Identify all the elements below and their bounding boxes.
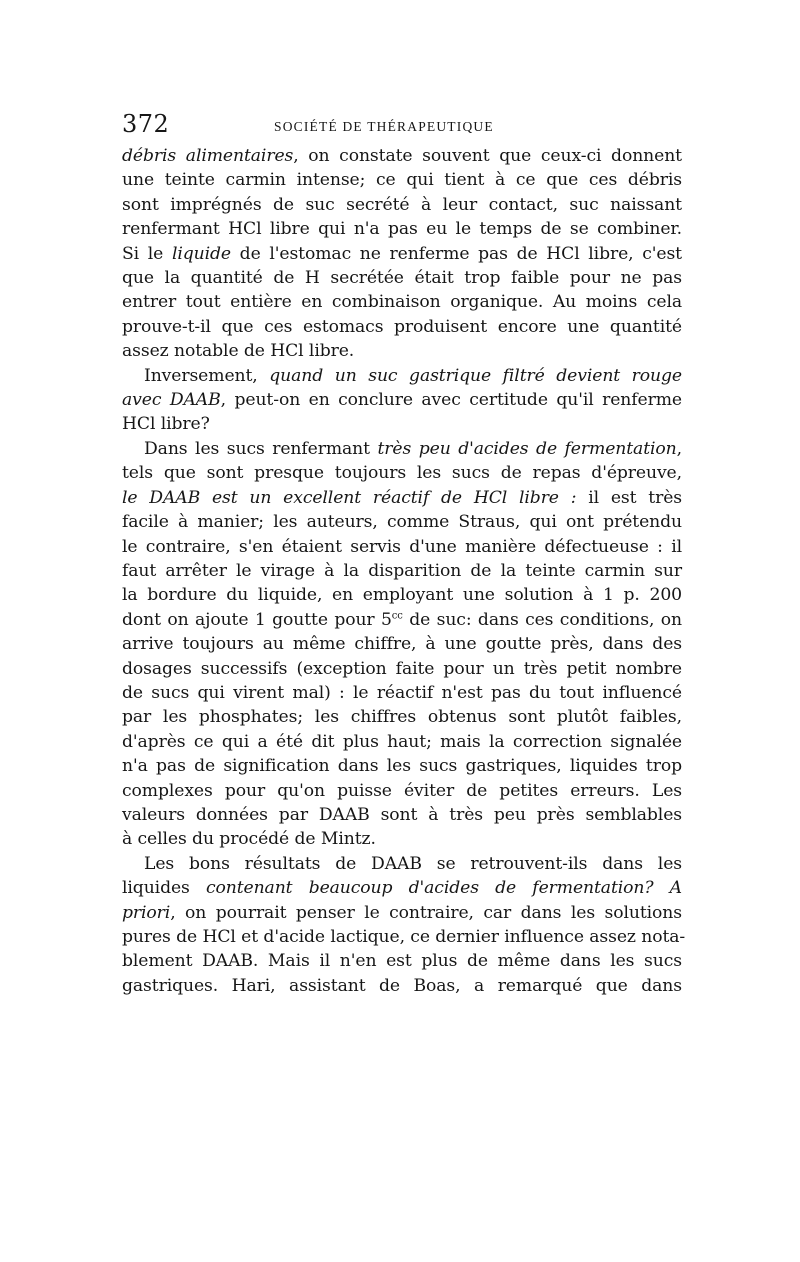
text-run: gastriques. Hari, assistant de Boas, a remarqué que dans [122,975,682,996]
text-run: renfermant HCl libre qui n'a pas eu le temps de se combiner. [122,219,682,240]
text-run: liquides [122,878,206,899]
text-line [122,193,682,217]
text-run: une teinte carmin intense; ce qui tient à ce que ces débris [122,170,682,191]
document-page [122,110,686,998]
text-run: valeurs données par DAAB sont à très peu près semblables [122,804,682,825]
text-line [122,315,682,339]
text-line [122,535,682,559]
text-run: par les phosphates; les chiffres obtenus sont plutôt faibles, [122,707,682,728]
italic-phrase: très peu d'acides de fermentation [377,438,677,459]
italic-phrase: liquide [171,243,231,264]
text-line [122,852,682,876]
text-line [122,730,682,754]
text-line [122,266,682,290]
text-line [122,901,682,925]
text-line [122,339,682,363]
text-run: prouve-t-il que ces estomacs produisent encore une quantité [122,316,682,337]
text-run: , on constate souvent que ceux-ci donnent [293,146,682,166]
text-line [122,486,682,510]
text-run: n'a pas de signification dans les sucs gastriques, liquides trop [122,756,682,777]
text-run: de sucs qui virent mal) : le réactif n'est pas du tout influencé [122,682,682,703]
text-line [122,242,682,266]
text-run: dosages successifs (exception faite pour un très petit nombre [122,658,682,679]
text-line [122,608,682,632]
text-line [122,754,682,778]
text-run: le contraire, s'en étaient servis d'une manière défectueuse : il [122,536,682,557]
text-line [122,388,682,412]
italic-phrase: le DAAB est un excellent réactif de HCl libre : [122,487,577,508]
text-line [122,510,682,534]
paragraph [122,144,682,364]
text-run: d'après ce qui a été dit plus haut; mais la correction signalée [122,731,682,752]
italic-phrase: avec DAAB [122,390,221,411]
text-line [122,217,682,241]
running-header [122,110,682,144]
italic-phrase: contenant beaucoup d'acides de fermentation? A [205,878,682,899]
text-run: à celles du procédé de Mintz. [122,829,376,850]
text-run: , [676,438,682,459]
text-run: HCl libre? [122,414,210,435]
italic-phrase: quand un suc gastrique filtré devient rouge [269,365,682,386]
text-line [122,559,682,583]
text-line [122,583,682,607]
text-run: Si le [122,243,172,264]
text-run: arrive toujours au même chiffre, à une goutte près, dans des [122,634,682,655]
text-line [122,290,682,314]
text-line [122,461,682,485]
text-line [122,974,682,998]
text-line [122,632,682,656]
text-line [122,412,682,436]
paragraph [122,852,686,998]
text-run: dont on ajoute 1 goutte pour 5 [122,609,392,630]
text-line [122,364,682,388]
text-run: sont imprégnés de suc secrété à leur contact, suc naissant [122,194,682,215]
body-text [122,144,686,998]
text-line [122,681,682,705]
text-line [122,705,682,729]
paragraph [122,364,682,437]
text-line [122,876,682,900]
italic-phrase: débris alimentaires [122,146,294,166]
text-line [122,779,682,803]
text-run: la bordure du liquide, en employant une solution à 1 p. 200 [122,585,682,606]
running-title: SOCIÉTÉ DE THÉRAPEUTIQUE [274,119,494,134]
text-line [122,144,682,168]
text-line [122,168,682,192]
text-run: tels que sont presque toujours les sucs de repas d'épreuve, [122,463,682,484]
text-run: il est très [576,487,682,508]
page-number: 372 [122,110,170,138]
text-run: facile à manier; les auteurs, comme Straus, qui ont prétendu [122,512,682,533]
text-run: assez notable de HCl libre. [122,341,355,362]
text-line [122,803,682,827]
text-run: complexes pour qu'on puisse éviter de petites erreurs. Les [122,780,682,801]
text-run: , on pourrait penser le contraire, car dans les solutions [170,902,682,923]
text-run: faut arrêter le virage à la disparition de la teinte carmin sur [122,560,682,581]
text-run: entrer tout entière en combinaison organique. Au moins cela [122,292,682,313]
text-run: de l'estomac ne renferme pas de HCl libre, c'est [230,243,682,264]
superscript: cc [391,609,403,621]
text-line [122,925,686,949]
text-run: Dans les sucs renfermant [144,438,378,459]
paragraph [122,437,682,852]
text-line [122,437,682,461]
italic-phrase: priori [122,902,171,923]
text-line [122,827,682,851]
text-run: Inversement, [144,365,270,386]
text-run: Les bons résultats de DAAB se retrouvent-ils dans les [144,853,682,874]
text-run: de suc: dans ces conditions, on [402,609,682,630]
text-line [122,949,682,973]
text-line [122,657,682,681]
text-run: pures de HCl et d'acide lactique, ce dernier influence assez nota- [122,927,686,947]
text-run: blement DAAB. Mais il n'en est plus de même dans les sucs [122,951,682,972]
text-run: , peut-on en conclure avec certitude qu'il renferme [220,390,682,411]
text-run: que la quantité de H secrétée était trop faible pour ne pas [122,268,682,289]
